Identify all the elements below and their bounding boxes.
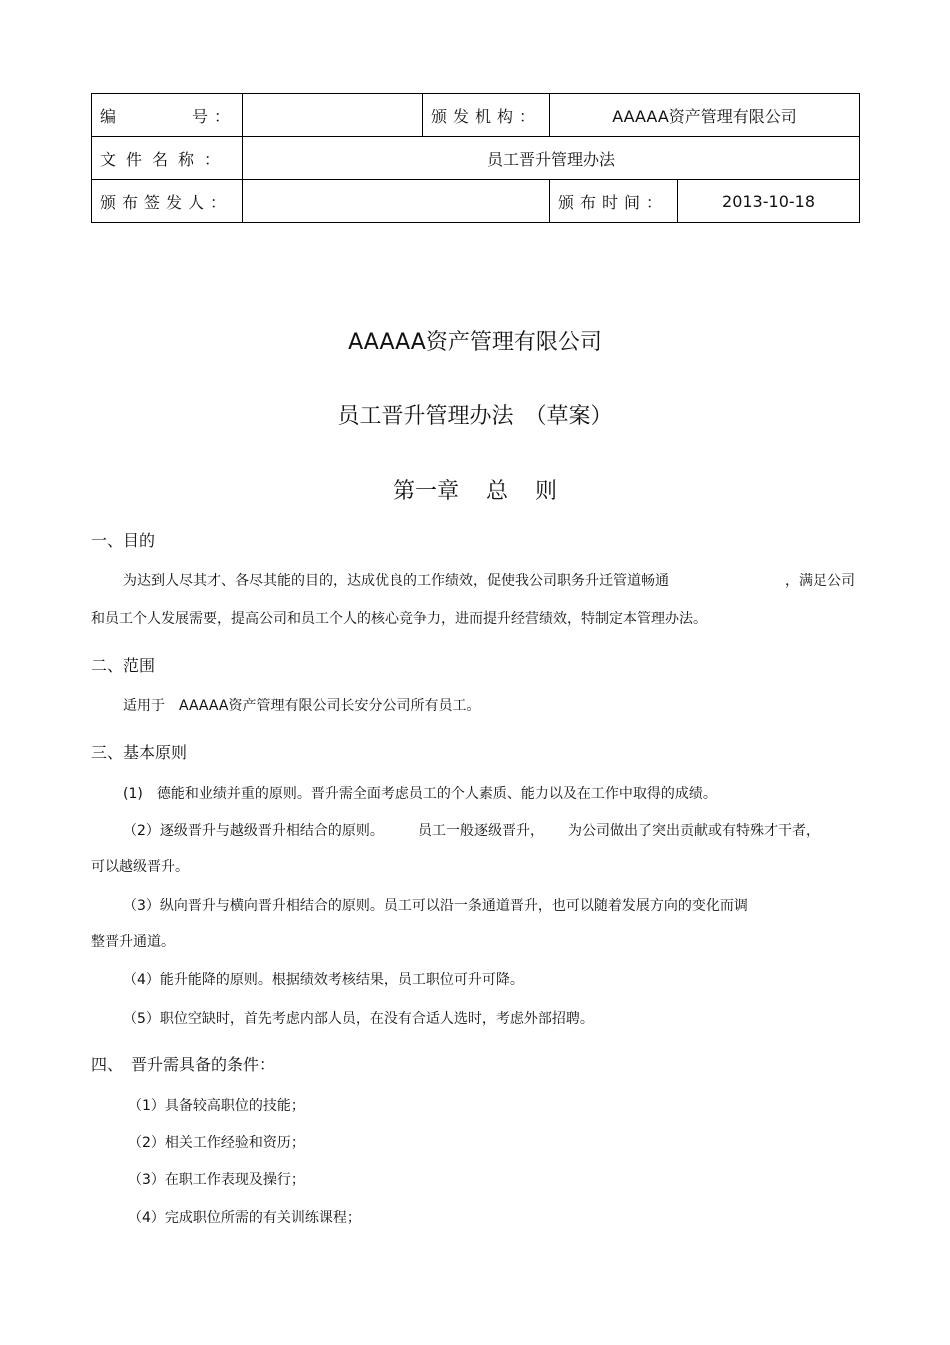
principle-item-2d: 可以越级晋升。	[91, 859, 189, 875]
principle-item-2b: 员工一般逐级晋升，	[418, 823, 544, 839]
principle-item-5: （5）职位空缺时，首先考虑内部人员，在没有合适人选时，考虑外部招聘。	[123, 1011, 594, 1027]
scope-paragraph: 适用于 AAAAA资产管理有限公司长安分公司所有员工。	[123, 698, 481, 714]
principle-item-1: (1) 德能和业绩并重的原则。晋升需全面考虑员工的个人素质、能力以及在工作中取得的成绩。	[123, 786, 717, 802]
number-label: 编 号：	[92, 94, 243, 137]
principle-item-2a: （2）逐级晋升与越级晋升相结合的原则。	[123, 823, 384, 839]
number-value	[243, 94, 423, 137]
section-heading-principles: 三、基本原则	[91, 743, 188, 762]
table-row	[92, 94, 860, 137]
filename-value: 员工晋升管理办法	[243, 137, 860, 180]
purpose-paragraph-line1-end: ，满足公司	[785, 573, 855, 589]
condition-item-1: （1）具备较高职位的技能；	[128, 1098, 305, 1114]
chapter-heading: 第一章 总 则	[393, 479, 557, 504]
signer-label: 颁布签发人：	[92, 180, 243, 223]
section-heading-conditions: 四、 晋升需具备的条件：	[91, 1055, 276, 1074]
date-label: 颁布时间：	[550, 180, 678, 223]
principle-item-3a: （3）纵向晋升与横向晋升相结合的原则。员工可以沿一条通道晋升，也可以随着发展方向的变化而调	[123, 898, 748, 914]
company-name: AAAAA资产管理有限公司	[348, 330, 602, 355]
purpose-paragraph-line2: 和员工个人发展需要，提高公司和员工个人的核心竞争力，进而提升经营绩效，特制定本管理办法。	[91, 611, 707, 627]
table-row	[92, 180, 860, 223]
filename-label: 文件名称：	[92, 137, 243, 180]
section-heading-scope: 二、范围	[91, 656, 156, 675]
condition-item-4: （4）完成职位所需的有关训练课程；	[128, 1210, 361, 1226]
issuer-value: AAAAA资产管理有限公司	[550, 94, 860, 137]
principle-item-2c: 为公司做出了突出贡献或有特殊才干者，	[568, 823, 820, 839]
condition-item-2: （2）相关工作经验和资历；	[128, 1135, 305, 1151]
signer-value	[243, 180, 550, 223]
date-value: 2013-10-18	[678, 180, 860, 223]
document-title: 员工晋升管理办法 （草案）	[337, 404, 613, 429]
table-row	[92, 137, 860, 180]
document-header-table	[91, 93, 860, 223]
principle-item-3b: 整晋升通道。	[91, 934, 175, 950]
issuer-label: 颁发机构：	[423, 94, 550, 137]
principle-item-4: （4）能升能降的原则。根据绩效考核结果，员工职位可升可降。	[123, 972, 524, 988]
condition-item-3: （3）在职工作表现及操行；	[128, 1172, 305, 1188]
section-heading-purpose: 一、目的	[91, 531, 156, 550]
purpose-paragraph-line1: 为达到人尽其才、各尽其能的目的，达成优良的工作绩效，促使我公司职务升迁管道畅通	[123, 573, 669, 589]
